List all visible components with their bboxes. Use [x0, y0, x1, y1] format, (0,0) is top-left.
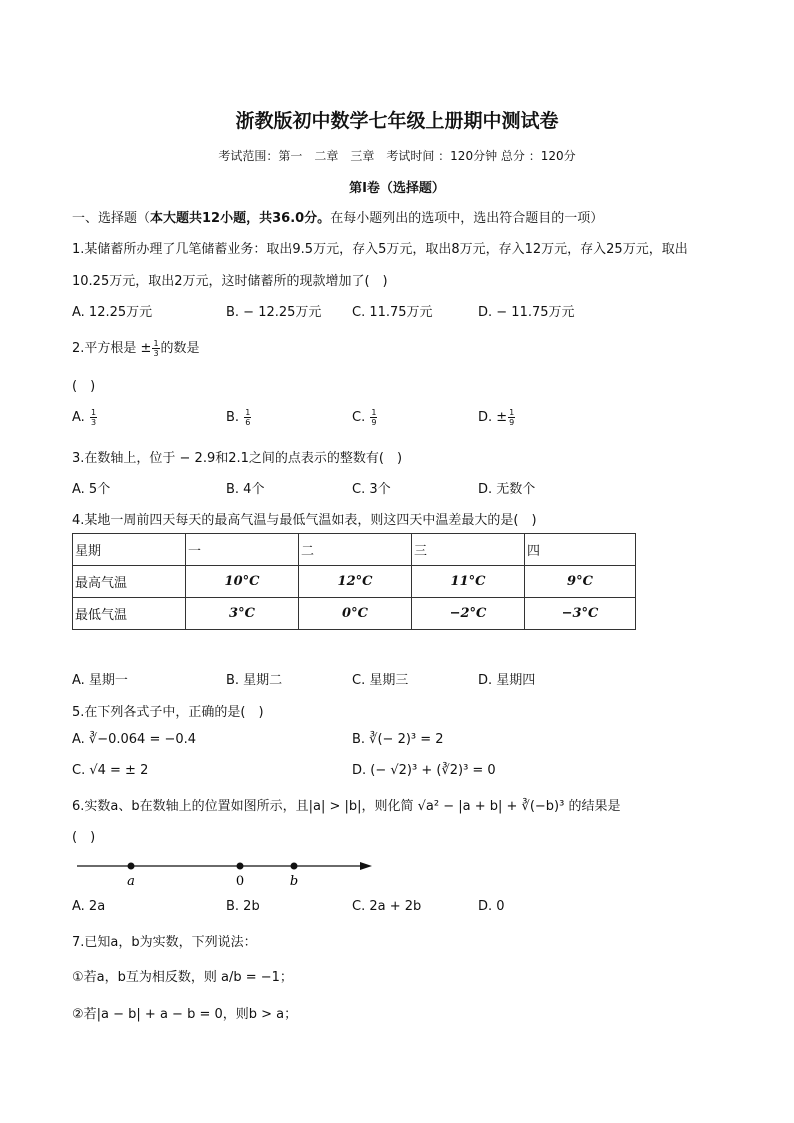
- q5-option-c: C. √4 = ± 2: [72, 763, 149, 778]
- exam-info: 考试范围：第一 二章 三章 考试时间 ：120分钟 总分 ：120分: [218, 149, 576, 163]
- table-cell: 9°C: [525, 566, 636, 598]
- q4-option-d: D. 星期四: [478, 673, 536, 688]
- table-row: [73, 598, 636, 630]
- q5-stem: 5.在下列各式子中，正确的是( ): [72, 705, 264, 720]
- table-cell: −2°C: [412, 598, 525, 630]
- q1-stem-line1: 1.某储蓄所办理了几笔储蓄业务：取出9.5万元，存入5万元，取出8万元，存入12万元，存入25万元，取出: [72, 242, 688, 257]
- q6-option-d: D. 0: [478, 899, 505, 914]
- q2-option-c: C. $\frac{1}{9}$: [352, 408, 377, 427]
- table-row: [73, 566, 636, 598]
- q1-option-a: A. 12.25万元: [72, 305, 153, 320]
- q7-stem: 7.已知a，b为实数，下列说法：: [72, 935, 257, 950]
- q1-option-d: D. − 11.75万元: [478, 305, 575, 320]
- q2-paren: ( ): [72, 379, 96, 394]
- q4-stem: 4.某地一周前四天每天的最高气温与最低气温如表，则这四天中温差最大的是( ): [72, 513, 537, 528]
- number-line-figure: [72, 852, 382, 892]
- q7-statement-2: ②若|a − b| + a − b = 0，则b > a；: [72, 1007, 298, 1022]
- q2-stem-fraction: $\frac{1}{3}$: [153, 339, 159, 358]
- label-b: b: [289, 874, 299, 889]
- q3-option-b: B. 4个: [226, 482, 265, 497]
- q6-option-a: A. 2a: [72, 899, 106, 914]
- point-b: [291, 863, 298, 870]
- q4-option-c: C. 星期三: [352, 673, 409, 688]
- q3-option-a: A. 5个: [72, 482, 111, 497]
- table-cell: 3°C: [186, 598, 299, 630]
- table-cell: 0°C: [299, 598, 412, 630]
- exam-title: 浙教版初中数学七年级上册期中测试卷: [235, 110, 559, 132]
- q7-statement-1: ①若a，b互为相反数，则 a/b = −1；: [72, 970, 293, 985]
- table-cell: 11°C: [412, 566, 525, 598]
- q5-option-a: A. ∛−0.064 = −0.4: [72, 732, 197, 747]
- q6-option-b: B. 2b: [226, 899, 260, 914]
- q5-option-d: D. (− √2)³ + (∛2)³ = 0: [352, 763, 496, 778]
- q6-stem: 6.实数a、b在数轴上的位置如图所示，且|a| > |b|，则化简 √a² − |a + b| + ∛(−b)³ 的结果是: [72, 799, 621, 814]
- label-a: a: [127, 874, 135, 889]
- table-cell: 最低气温: [73, 598, 186, 630]
- q3-option-c: C. 3个: [352, 482, 391, 497]
- table-cell: 四: [525, 534, 636, 566]
- point-a: [128, 863, 135, 870]
- point-zero: [237, 863, 244, 870]
- q2-option-a: A. $\frac{1}{3}$: [72, 408, 97, 427]
- q5-option-b: B. ∛(− 2)³ = 2: [352, 732, 444, 747]
- q6-option-c: C. 2a + 2b: [352, 899, 422, 914]
- table-cell: 星期: [73, 534, 186, 566]
- q1-option-c: C. 11.75万元: [352, 305, 433, 320]
- table-row: [73, 534, 636, 566]
- q1-stem-line2: 10.25万元，取出2万元，这时储蓄所的现款增加了( ): [72, 274, 388, 289]
- q4-option-b: B. 星期二: [226, 673, 283, 688]
- q3-stem: 3.在数轴上，位于 − 2.9和2.1之间的点表示的整数有( ): [72, 451, 403, 466]
- temperature-table: [72, 533, 636, 630]
- q6-paren: ( ): [72, 830, 96, 845]
- table-cell: 二: [299, 534, 412, 566]
- table-cell: 12°C: [299, 566, 412, 598]
- table-cell: 一: [186, 534, 299, 566]
- arrow-right-icon: [360, 862, 372, 870]
- table-cell: 最高气温: [73, 566, 186, 598]
- table-cell: −3°C: [525, 598, 636, 630]
- q2-option-b: B. $\frac{1}{6}$: [226, 408, 251, 427]
- label-zero: 0: [235, 874, 245, 889]
- table-cell: 三: [412, 534, 525, 566]
- q1-option-b: B. − 12.25万元: [226, 305, 322, 320]
- q4-option-a: A. 星期一: [72, 673, 128, 688]
- q2-stem: 2.平方根是 ± $\frac{1}{3}$ 的数是: [72, 339, 200, 358]
- q3-option-d: D. 无数个: [478, 482, 536, 497]
- q2-option-d: D. ± $\frac{1}{9}$: [478, 408, 515, 427]
- volume-heading: 第Ⅰ卷（选择题）: [349, 181, 445, 196]
- section-heading: 一、选择题（本大题共12小题，共36.0分。在每小题列出的选项中，选出符合题目的一项）: [72, 211, 604, 226]
- table-cell: 10°C: [186, 566, 299, 598]
